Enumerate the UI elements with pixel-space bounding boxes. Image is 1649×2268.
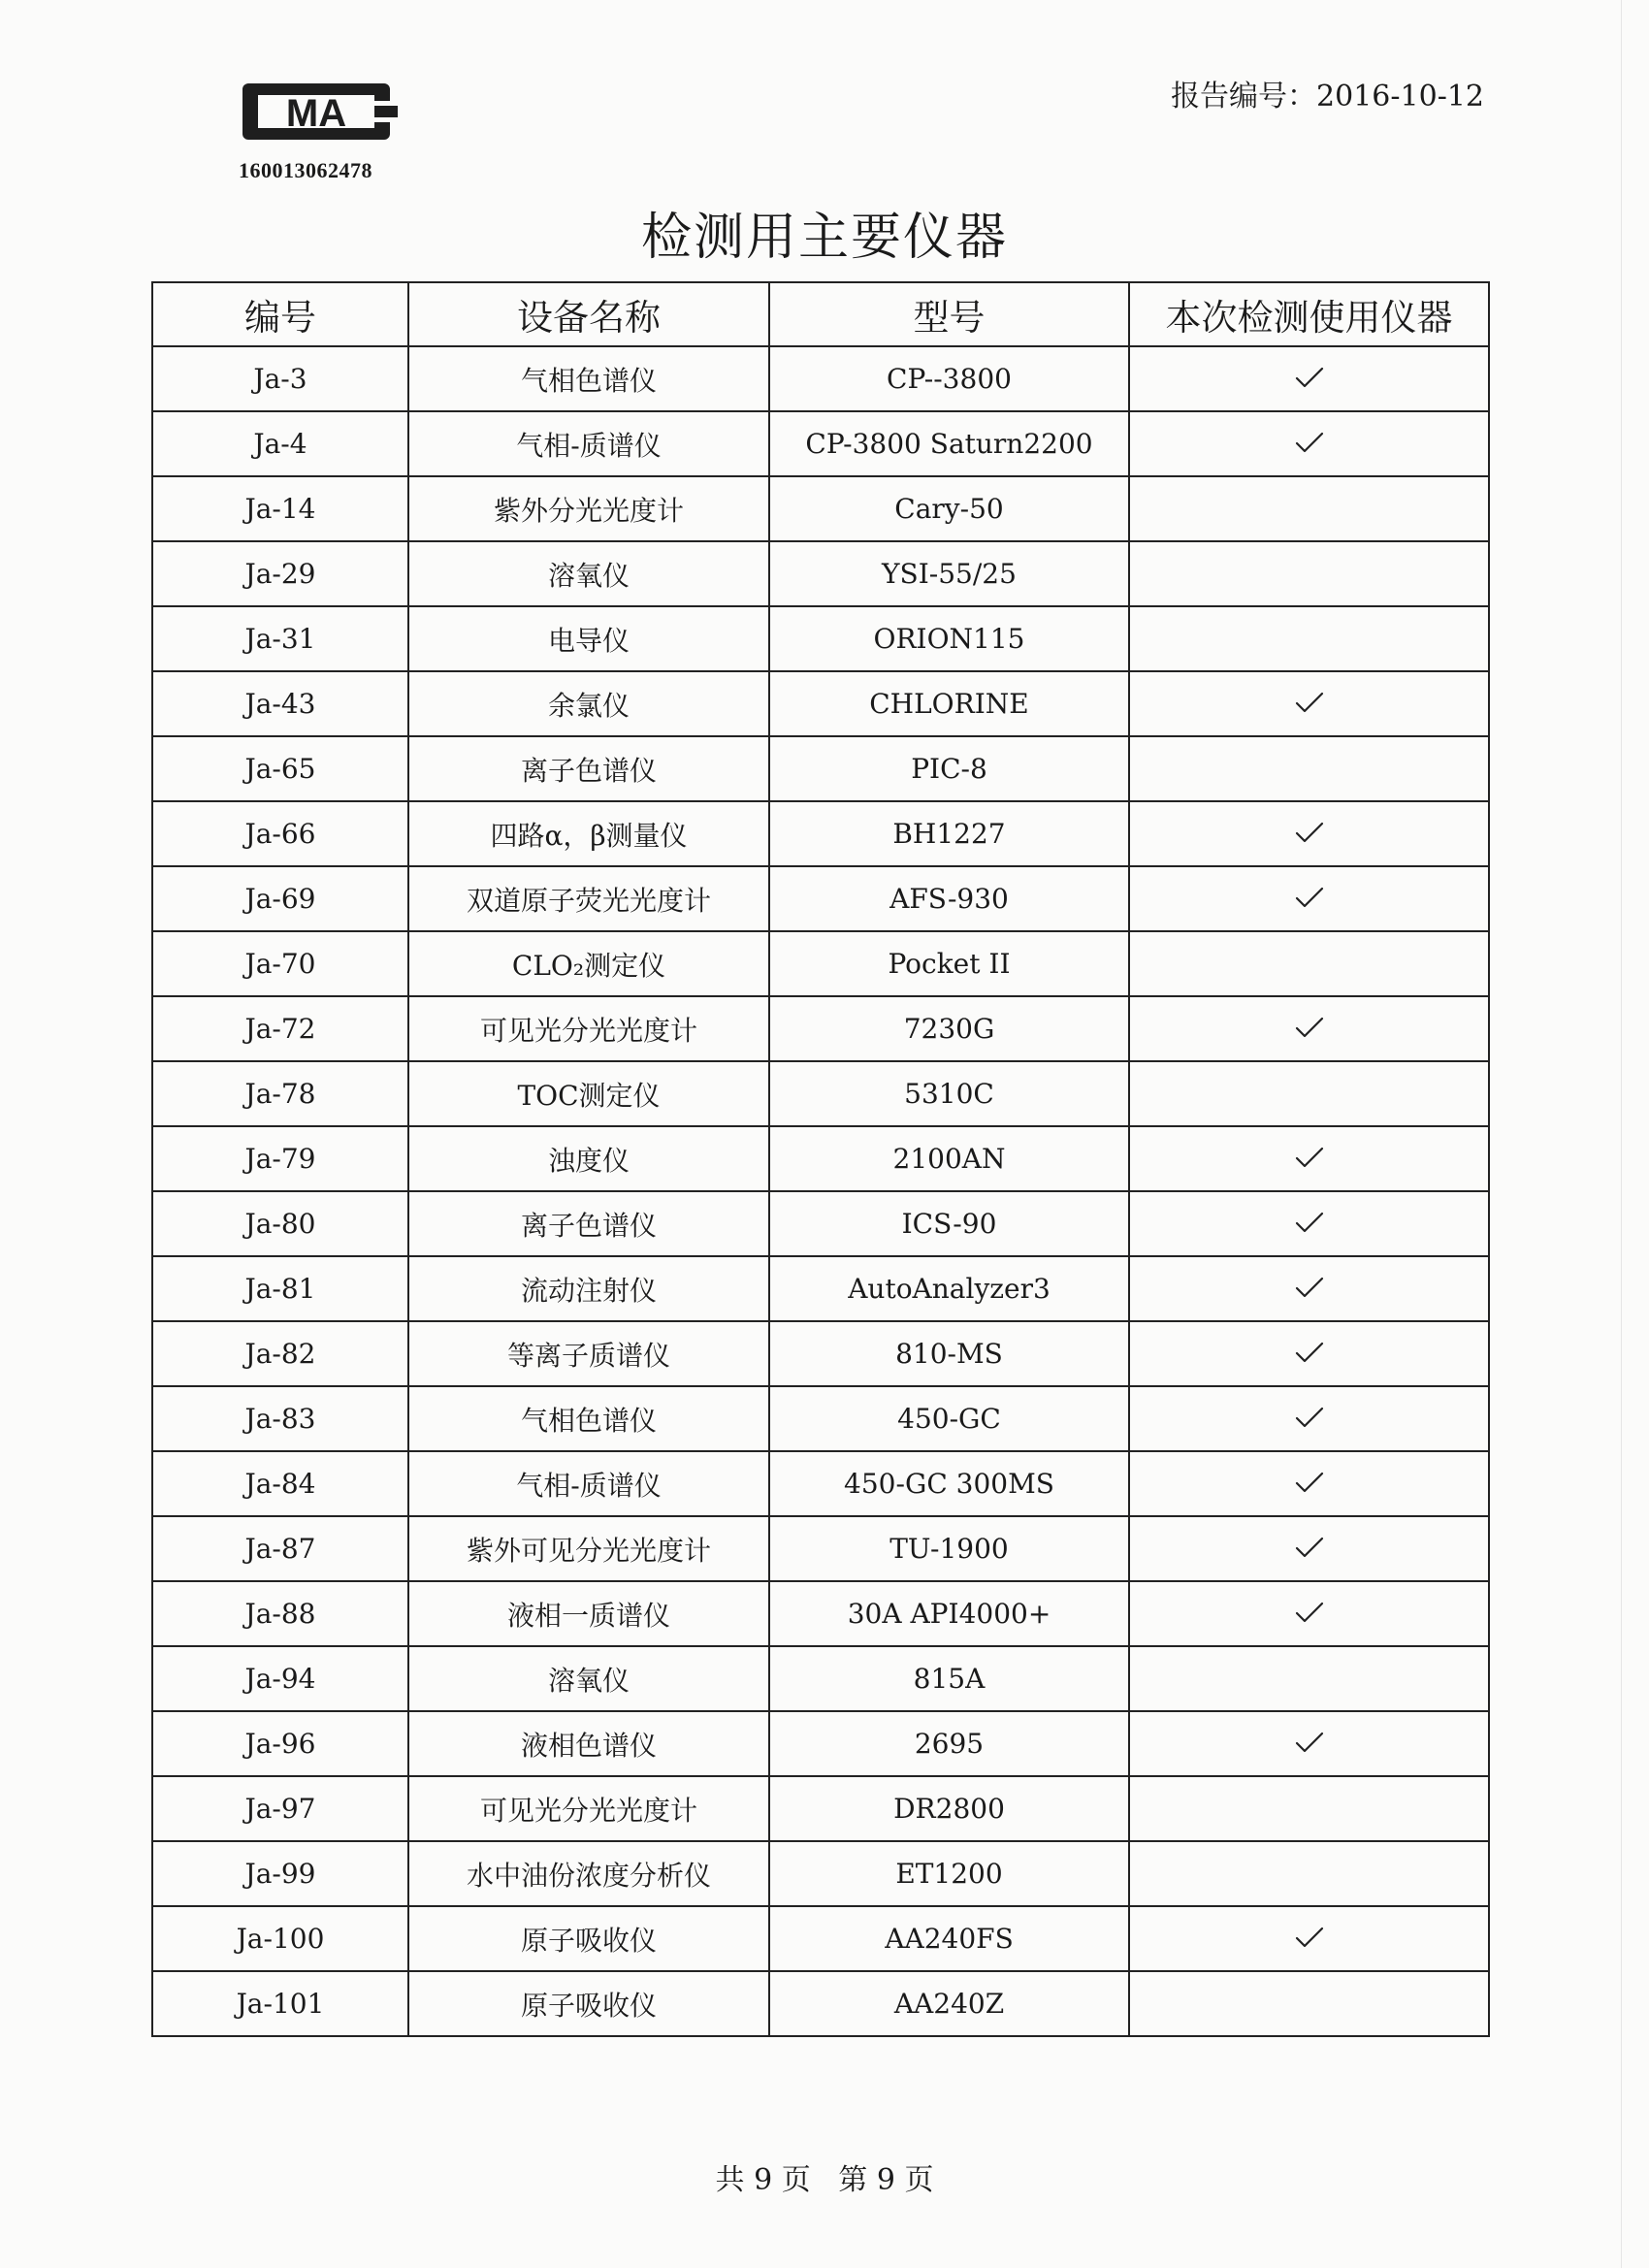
instrument-model-cell: ORION115 <box>769 606 1129 671</box>
instrument-name-cell: 双道原子荧光光度计 <box>408 866 769 931</box>
cert-number: 160013062478 <box>239 158 372 182</box>
checkmark-icon <box>1295 1407 1324 1428</box>
used-cell <box>1129 606 1489 671</box>
used-cell <box>1129 1516 1489 1581</box>
instrument-model-cell: 30A API4000+ <box>769 1581 1129 1646</box>
instrument-id-cell: Ja-78 <box>152 1061 408 1126</box>
instrument-name-cell: 溶氧仪 <box>408 1646 769 1711</box>
instrument-id-cell: Ja-79 <box>152 1126 408 1191</box>
used-cell <box>1129 1776 1489 1841</box>
table-row <box>152 1061 1489 1126</box>
used-cell <box>1129 671 1489 736</box>
instrument-id-cell: Ja-29 <box>152 541 408 606</box>
table-row <box>152 476 1489 541</box>
checkmark-icon <box>1295 432 1324 453</box>
instrument-id-cell: Ja-3 <box>152 346 408 411</box>
instrument-name-cell: 原子吸收仪 <box>408 1971 769 2036</box>
instrument-id-cell: Ja-65 <box>152 736 408 801</box>
instrument-model-cell: 5310C <box>769 1061 1129 1126</box>
instrument-name-cell: 可见光分光光度计 <box>408 1776 769 1841</box>
instrument-id-cell: Ja-82 <box>152 1321 408 1386</box>
table-row <box>152 411 1489 476</box>
table-row <box>152 1906 1489 1971</box>
instrument-id-cell: Ja-101 <box>152 1971 408 2036</box>
used-cell <box>1129 1906 1489 1971</box>
instrument-model-cell: 815A <box>769 1646 1129 1711</box>
checkmark-icon <box>1295 1602 1324 1623</box>
instrument-id-cell: Ja-99 <box>152 1841 408 1906</box>
instrument-model-cell: TU-1900 <box>769 1516 1129 1581</box>
used-cell <box>1129 866 1489 931</box>
checkmark-icon <box>1295 692 1324 713</box>
instrument-model-cell: ICS-90 <box>769 1191 1129 1256</box>
page-edge-line <box>1621 0 1622 2268</box>
instrument-model-cell: AA240FS <box>769 1906 1129 1971</box>
checkmark-icon <box>1295 1927 1324 1948</box>
checkmark-icon <box>1295 1017 1324 1038</box>
instrument-model-cell: AFS-930 <box>769 866 1129 931</box>
instrument-name-cell: 浊度仪 <box>408 1126 769 1191</box>
instrument-id-cell: Ja-96 <box>152 1711 408 1776</box>
instrument-model-cell: CP-3800 Saturn2200 <box>769 411 1129 476</box>
column-header-name: 设备名称 <box>408 282 769 346</box>
checkmark-icon <box>1295 822 1324 843</box>
used-cell <box>1129 1841 1489 1906</box>
table-row <box>152 996 1489 1061</box>
instrument-name-cell: 溶氧仪 <box>408 541 769 606</box>
table-row <box>152 866 1489 931</box>
table-row <box>152 541 1489 606</box>
checkmark-icon <box>1295 1472 1324 1493</box>
used-cell <box>1129 1451 1489 1516</box>
instrument-name-cell: 可见光分光光度计 <box>408 996 769 1061</box>
used-cell <box>1129 1256 1489 1321</box>
used-cell <box>1129 931 1489 996</box>
instrument-model-cell: CHLORINE <box>769 671 1129 736</box>
instrument-id-cell: Ja-100 <box>152 1906 408 1971</box>
instrument-name-cell: 离子色谱仪 <box>408 736 769 801</box>
used-cell <box>1129 411 1489 476</box>
instrument-model-cell: BH1227 <box>769 801 1129 866</box>
used-cell <box>1129 1321 1489 1386</box>
table-row <box>152 1256 1489 1321</box>
table-row <box>152 671 1489 736</box>
checkmark-icon <box>1295 1732 1324 1753</box>
checkmark-icon <box>1295 1277 1324 1298</box>
instrument-id-cell: Ja-66 <box>152 801 408 866</box>
report-number-value: 2016-10-12 <box>1316 80 1484 113</box>
instrument-model-cell: PIC-8 <box>769 736 1129 801</box>
cma-logo-icon <box>229 76 404 147</box>
used-cell <box>1129 1386 1489 1451</box>
instrument-id-cell: Ja-87 <box>152 1516 408 1581</box>
used-cell <box>1129 801 1489 866</box>
table-row <box>152 606 1489 671</box>
used-cell <box>1129 1581 1489 1646</box>
instrument-id-cell: Ja-88 <box>152 1581 408 1646</box>
instrument-table <box>151 281 1490 2037</box>
used-cell <box>1129 346 1489 411</box>
instrument-model-cell: 450-GC 300MS <box>769 1451 1129 1516</box>
instrument-model-cell: 2695 <box>769 1711 1129 1776</box>
instrument-name-cell: 四路α，β测量仪 <box>408 801 769 866</box>
table-row <box>152 1386 1489 1451</box>
instrument-name-cell: 水中油份浓度分析仪 <box>408 1841 769 1906</box>
instrument-model-cell: AutoAnalyzer3 <box>769 1256 1129 1321</box>
checkmark-icon <box>1295 1342 1324 1363</box>
instrument-model-cell: Pocket II <box>769 931 1129 996</box>
used-cell <box>1129 1971 1489 2036</box>
instrument-id-cell: Ja-72 <box>152 996 408 1061</box>
instrument-name-cell: 离子色谱仪 <box>408 1191 769 1256</box>
instrument-name-cell: 气相-质谱仪 <box>408 1451 769 1516</box>
checkmark-icon <box>1295 367 1324 388</box>
table-row <box>152 1126 1489 1191</box>
instrument-model-cell: ET1200 <box>769 1841 1129 1906</box>
column-header-model: 型号 <box>769 282 1129 346</box>
instrument-name-cell: 液相色谱仪 <box>408 1711 769 1776</box>
instrument-name-cell: 气相-质谱仪 <box>408 411 769 476</box>
instrument-model-cell: 2100AN <box>769 1126 1129 1191</box>
instrument-name-cell: 紫外可见分光光度计 <box>408 1516 769 1581</box>
used-cell <box>1129 1711 1489 1776</box>
used-cell <box>1129 996 1489 1061</box>
table-row <box>152 931 1489 996</box>
table-row <box>152 1841 1489 1906</box>
table-row <box>152 346 1489 411</box>
instrument-id-cell: Ja-84 <box>152 1451 408 1516</box>
instrument-id-cell: Ja-94 <box>152 1646 408 1711</box>
page-title: 检测用主要仪器 <box>640 209 1008 267</box>
checkmark-icon <box>1295 887 1324 908</box>
instrument-name-cell: 等离子质谱仪 <box>408 1321 769 1386</box>
instrument-id-cell: Ja-70 <box>152 931 408 996</box>
table-row <box>152 1451 1489 1516</box>
report-number <box>1171 72 1484 114</box>
instrument-id-cell: Ja-31 <box>152 606 408 671</box>
instrument-name-cell: 紫外分光光度计 <box>408 476 769 541</box>
table-row <box>152 801 1489 866</box>
used-cell <box>1129 736 1489 801</box>
instrument-model-cell: 7230G <box>769 996 1129 1061</box>
used-cell <box>1129 1191 1489 1256</box>
instrument-name-cell: 原子吸收仪 <box>408 1906 769 1971</box>
instrument-model-cell: 810-MS <box>769 1321 1129 1386</box>
instrument-id-cell: Ja-81 <box>152 1256 408 1321</box>
instrument-name-cell: 流动注射仪 <box>408 1256 769 1321</box>
svg-text:MA: MA <box>285 92 347 135</box>
table-row <box>152 1191 1489 1256</box>
instrument-model-cell: AA240Z <box>769 1971 1129 2036</box>
checkmark-icon <box>1295 1537 1324 1558</box>
used-cell <box>1129 541 1489 606</box>
instrument-id-cell: Ja-14 <box>152 476 408 541</box>
page-footer: 共 9 页 第 9 页 <box>715 2163 934 2197</box>
instrument-model-cell: CP--3800 <box>769 346 1129 411</box>
table-row <box>152 1776 1489 1841</box>
instrument-id-cell: Ja-97 <box>152 1776 408 1841</box>
checkmark-icon <box>1295 1147 1324 1168</box>
used-cell <box>1129 476 1489 541</box>
instrument-model-cell: YSI-55/25 <box>769 541 1129 606</box>
instrument-id-cell: Ja-69 <box>152 866 408 931</box>
instrument-id-cell: Ja-83 <box>152 1386 408 1451</box>
instrument-name-cell: 气相色谱仪 <box>408 1386 769 1451</box>
instrument-id-cell: Ja-80 <box>152 1191 408 1256</box>
instrument-name-cell: 余氯仪 <box>408 671 769 736</box>
checkmark-icon <box>1295 1212 1324 1233</box>
used-cell <box>1129 1061 1489 1126</box>
table-header-row <box>152 282 1489 346</box>
instrument-model-cell: DR2800 <box>769 1776 1129 1841</box>
instrument-model-cell: Cary-50 <box>769 476 1129 541</box>
instrument-name-cell: 液相一质谱仪 <box>408 1581 769 1646</box>
table-row <box>152 1581 1489 1646</box>
table-row <box>152 1711 1489 1776</box>
table-body <box>152 346 1489 2036</box>
instrument-id-cell: Ja-4 <box>152 411 408 476</box>
instrument-name-cell: 气相色谱仪 <box>408 346 769 411</box>
report-number-label: 报告编号： <box>1171 80 1317 113</box>
table-row <box>152 1646 1489 1711</box>
column-header-used: 本次检测使用仪器 <box>1129 282 1489 346</box>
instrument-name-cell: CLO₂测定仪 <box>408 931 769 996</box>
instrument-id-cell: Ja-43 <box>152 671 408 736</box>
table-row <box>152 1516 1489 1581</box>
table-row <box>152 736 1489 801</box>
column-header-id: 编号 <box>152 282 408 346</box>
instrument-name-cell: TOC测定仪 <box>408 1061 769 1126</box>
instrument-model-cell: 450-GC <box>769 1386 1129 1451</box>
used-cell <box>1129 1646 1489 1711</box>
table-row <box>152 1321 1489 1386</box>
table-row <box>152 1971 1489 2036</box>
instrument-name-cell: 电导仪 <box>408 606 769 671</box>
used-cell <box>1129 1126 1489 1191</box>
